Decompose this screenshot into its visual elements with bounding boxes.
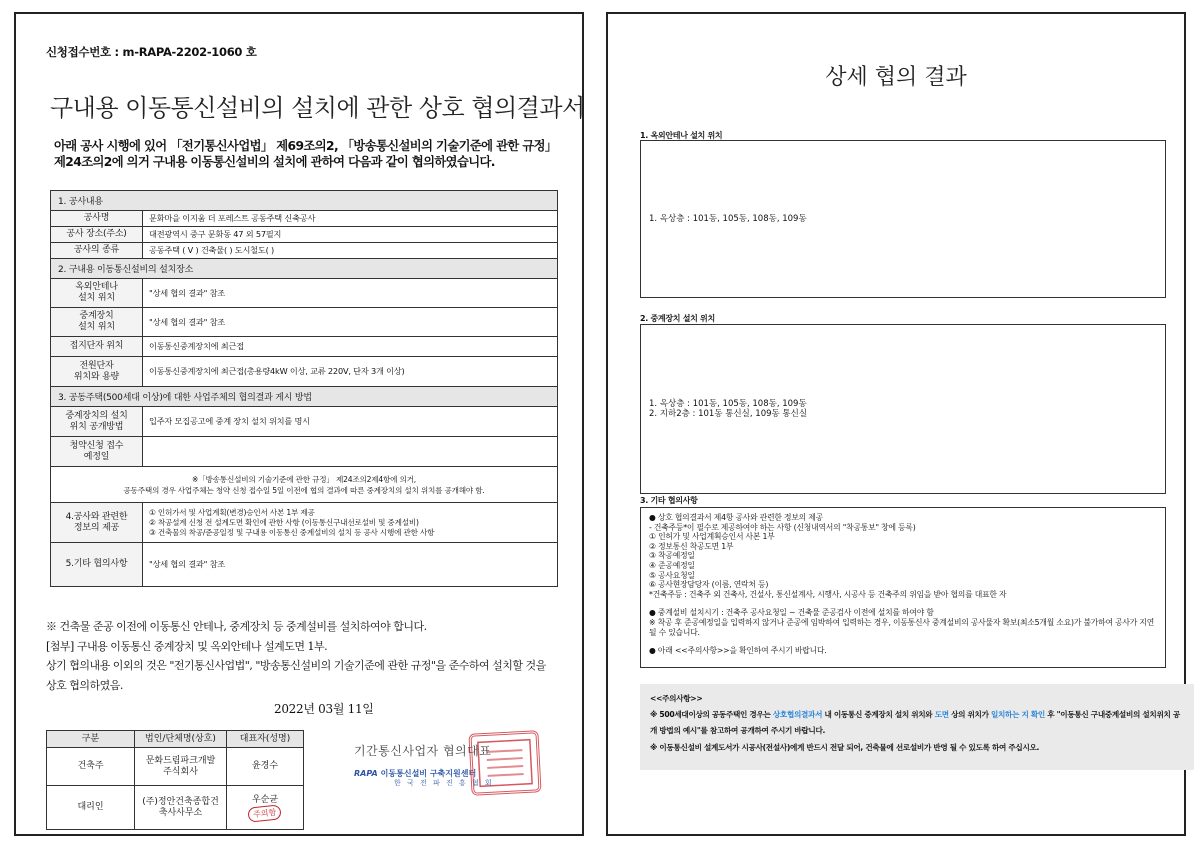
field-label: 전원단자 위치와 용량 [51,357,143,387]
field-label: 접지단자 위치 [51,337,143,357]
field-value: "상세 협의 결과" 참조 [143,279,558,308]
notice-title: <<주의사항>> [650,694,703,703]
field-label: 4.공사와 관련한 정보의 제공 [51,503,143,543]
column-header: 법인/단체명(상호) [135,731,227,748]
signature-table [46,730,304,830]
association-seal-icon [468,730,541,796]
matter-line: ● 중계설비 설치시기 : 건축주 공사요청일 ~ 건축물 준공검사 이전에 설치를 하여야 함 [649,608,934,618]
signer-rep: 우순균 [251,794,279,805]
signer-rep-cell [227,786,304,830]
column-header: 대표자(성명) [227,731,304,748]
matter-line: ③ 착공예정일 [649,551,695,561]
notice-highlight: 상호협의결과서 [772,710,823,719]
section-title: 1. 공사내용 [51,191,558,211]
matter-line: ② 정보통신 착공도면 1부 [649,541,734,551]
matter-line: ④ 준공예정일 [649,560,695,570]
caution-notice [640,684,1194,770]
agreement-document [14,12,584,836]
field-value: 문화마을 이지움 더 포레스트 공동주택 신축공사 [143,211,558,227]
notice-highlight: 일치하는 지 확인 [990,710,1045,719]
field-label: 청약신청 접수 예정일 [51,437,143,467]
section-title: 3. 공동주택(500세대 이상)에 대한 사업주체의 협의결과 게시 방법 [51,387,558,407]
center-name: 이동통신설비 구축지원센터 [380,769,477,778]
notice-text: 내 이동통신 중계장치 설치 위치와 [822,710,935,719]
footnote-line: 상호 협의하였음. [46,678,123,692]
location-line: 1. 옥상층 : 101동, 105동, 108동, 109동 [649,399,807,409]
matter-line: ⑥ 공사현장담당자 (이름, 연락처 등) [649,580,769,590]
field-value: "상세 협의 결과" 참조 [143,308,558,337]
footnotes [46,617,566,695]
matter-line: ① 인허가 및 사업계획승인서 사본 1부 [649,532,775,542]
field-label: 5.기타 협의사항 [51,543,143,587]
field-value: ① 인허가서 및 사업계획(변경)승인서 사본 1부 제공 ② 착공설계 신청 전 설계도면 확인에 관한 사항 (이동통신구내선로설비 및 중계설비) ③ 건축물의 착공/준공일정 및 구내용 이동통신 중계설비의 설치 등 공사 시행에 관한 사항 [143,503,558,543]
column-header: 구분 [47,731,135,748]
footnote-line: [첨부] 구내용 이동통신 중계장치 및 옥외안테나 설계도면 1부. [46,639,328,653]
rapa-logo-text: RAPA [354,769,378,778]
field-label: 공사 장소(주소) [51,227,143,243]
field-value: "상세 협의 결과" 참조 [143,543,558,587]
signer-org: 문화드림파크개발 주식회사 [135,748,227,786]
notice-highlight: 도면 [934,710,949,719]
document-title: 구내용 이동통신설비의 설치에 관한 상호 협의결과서 [50,94,585,122]
antenna-location-box [640,140,1166,298]
signer-org: (주)정안건축종합건 축사사무소 [135,786,227,830]
field-label: 중계장치 설치 위치 [51,308,143,337]
field-value: 이동통신중계장치에 최근접 [143,337,558,357]
detailed-result-page [606,12,1186,836]
field-value: 공동주택 ( V ) 건축물( ) 도시철도( ) [143,243,558,259]
footnote-line: ※ 건축물 준공 이전에 이동통신 안테나, 중계장치 등 중계설비를 설치하여야 합니다. [46,620,427,633]
matter-line: ● 상호 협의결과서 제4항 공사와 관련한 정보의 제공 [649,513,823,522]
field-label: 중계장치의 설치 위치 공개방법 [51,407,143,437]
matter-line: *건축주등 : 건축주 외 건축사, 건설사, 통신설계사, 시행사, 시공사 등 건축주의 위임을 받아 협의를 대표한 자 [649,589,1007,599]
other-matters-box [640,507,1166,668]
repeater-location-box [640,324,1166,494]
intro-text: 아래 공사 시행에 있어 「전기통신사업법」 제69조의2, 「방송통신설비의 기술기준에 관한 규정」 제24조의2에 의거 구내용 이동통신설비의 설치에 관하여 다음과 같이 협의하였습니다. [54,139,557,169]
field-label: 옥외안테나 설치 위치 [51,279,143,308]
notice-text: 상의 위치가 [948,710,991,719]
matter-line: - 건축주등*이 필수로 제공하여야 하는 사항 (신청내역서의 "착공통보" 창에 등록) [649,522,916,532]
red-seal-stamp: 주의함 [248,804,283,822]
section-title: 2. 중계장치 설치 위치 [640,314,715,323]
section-title: 1. 옥외안테나 설치 위치 [640,131,723,140]
field-value: 입주자 모집공고에 중계 장치 설치 위치를 명시 [143,407,558,437]
notice-text: ※ 500세대이상의 공동주택인 경우는 [650,710,773,719]
field-value: 이동통신중계장치에 최근접(총용량4kW 이상, 교류 220V, 단자 3개 이상) [143,357,558,387]
section-title: 3. 기타 협의사항 [640,496,698,505]
matter-line: ※ 착공 후 준공예정일을 입력하지 않거나 준공에 임박하여 입력하는 경우, 이동통신사 중계설비의 공사물자 확보(최소5개월 소요)가 불가하여 공사가 지연 될 수 있습니다. [649,617,1155,637]
location-line: 2. 지하2층 : 101동 통신실, 109동 통신실 [649,409,808,419]
detail-title: 상세 협의 결과 [825,65,967,90]
notice-paragraph: ※ 이동통신설비 설계도서가 시공사(전설사)에게 반드시 전달 되어, 건축물에 선로설비가 반영 될 수 있도록 하여 주십시오. [650,743,1040,752]
notice-note: ※「방송통신설비의 기술기준에 관한 규정」 제24조의2제4항에 의거, 공동주택의 경우 사업주체는 청약 신청 접수일 5일 이전에 협의 결과에 따른 중계장치의 설치 위치를 공개해야 함. [51,467,558,503]
signer-rep: 윤경수 [227,748,304,786]
location-line: 1. 옥상층 : 101동, 105동, 108동, 109동 [649,214,807,224]
spacer [649,599,1157,608]
signer-type: 대리인 [47,786,135,830]
registration-number: 신청접수번호 : m-RAPA-2202-1060 호 [46,45,257,59]
notice-paragraph [650,707,1184,739]
association-name: 기간통신사업자 협의대표 [354,744,492,758]
document-date: 2022년 03월 11일 [274,702,374,716]
notice-text: 후 "이동통신 구내중계설비의 설치위치 공개 방법의 예시"를 참고하여 공개하여 주시기 바랍니다. [650,710,1180,735]
field-label: 공사의 종류 [51,243,143,259]
signer-type: 건축주 [47,748,135,786]
matter-line: ● 아래 <<주의사항>>을 확인하여 주시기 바랍니다. [649,646,827,656]
section-title: 2. 구내용 이동통신설비의 설치장소 [51,259,558,279]
field-value: 대전광역시 중구 문화동 47 외 57필지 [143,227,558,243]
footnote-line: 상기 협의내용 이외의 것은 "전기통신사업법", "방송통신설비의 기술기준에 관한 규정"을 준수하여 설치할 것을 [46,659,546,672]
field-value [143,437,558,467]
field-label: 공사명 [51,211,143,227]
matter-line: ⑤ 공사요청일 [649,570,695,580]
spacer [649,637,1157,646]
construction-info-table [50,190,558,587]
association-english: 한 국 전 파 진 흥 협 회 [394,779,494,787]
